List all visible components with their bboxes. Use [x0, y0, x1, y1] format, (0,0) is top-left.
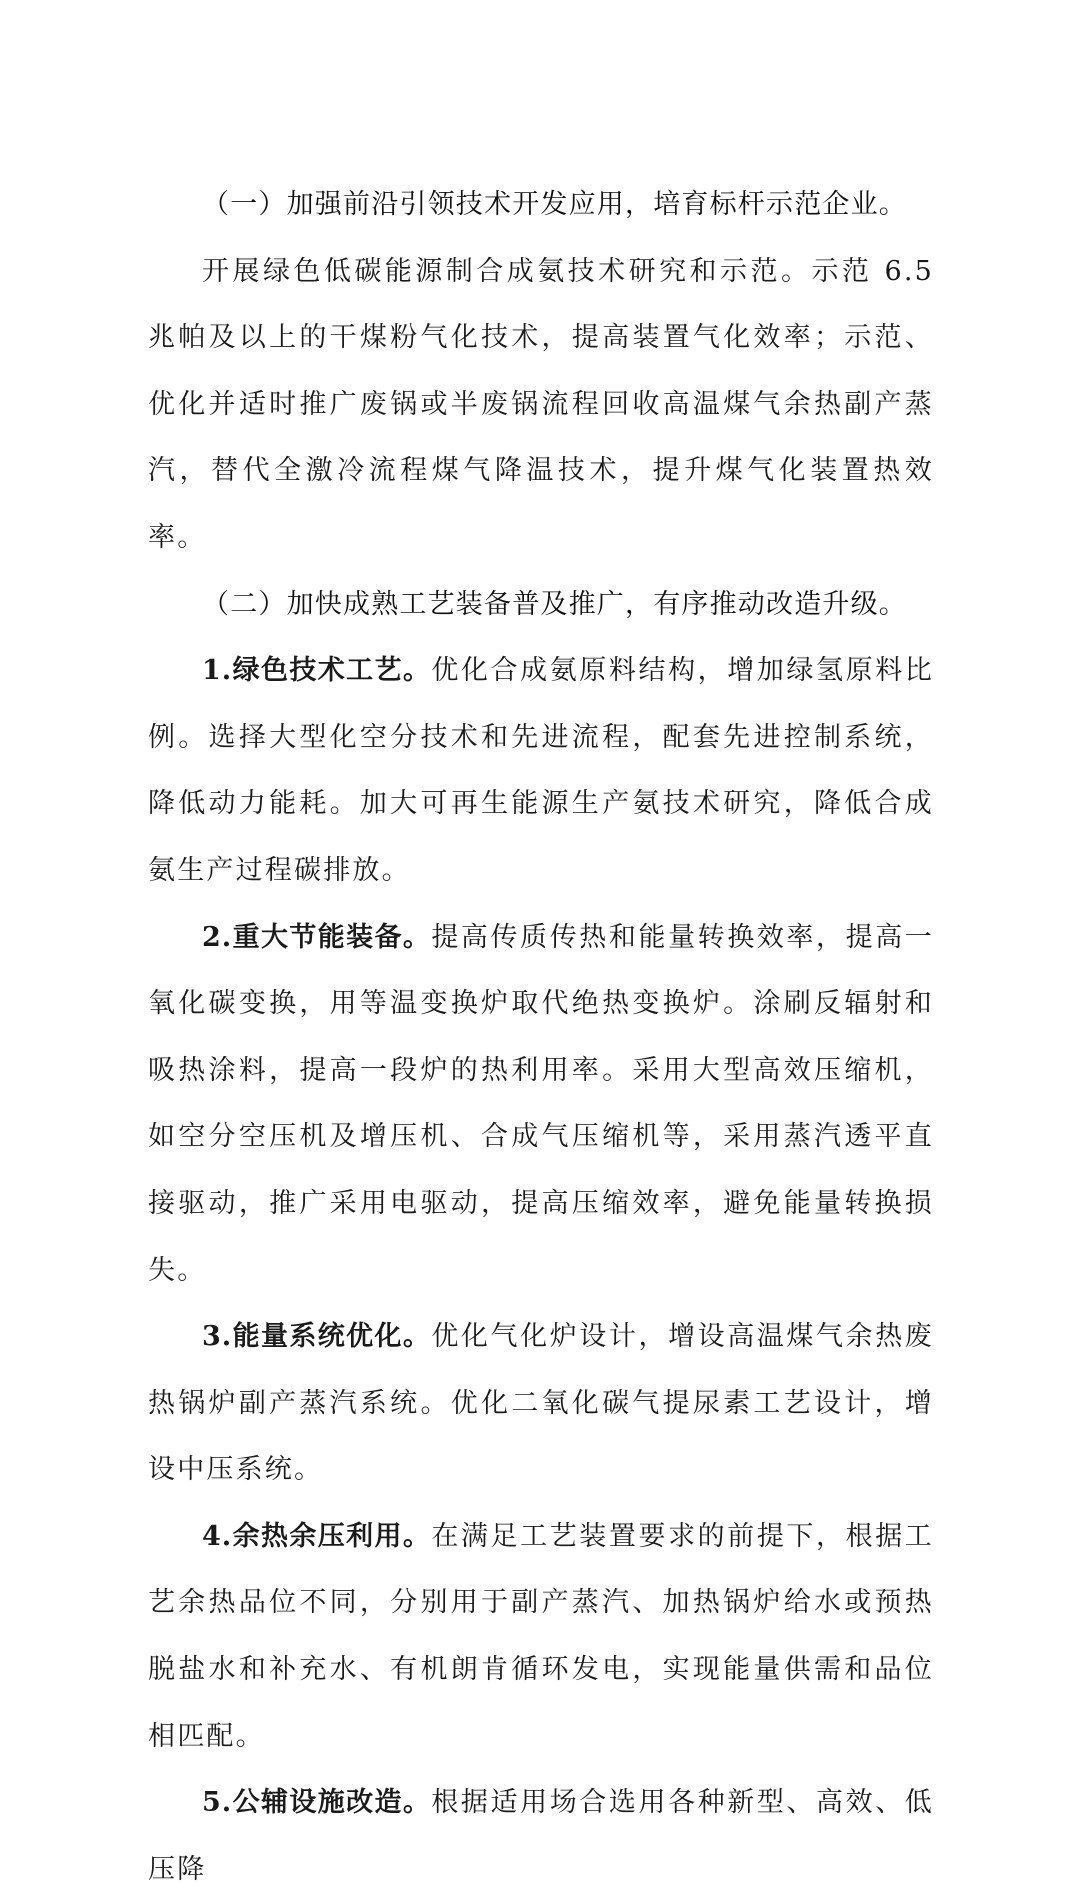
paragraph-item-3 [148, 1304, 934, 1504]
paragraph-lead: 1.绿色技术工艺。 [202, 655, 432, 687]
paragraph-lead: 3.能量系统优化。 [202, 1321, 432, 1353]
paragraph-text: 根据适用场合选用各种新型、高效、低压降 [148, 1787, 934, 1885]
paragraph-lead: 4.余热余压利用。 [202, 1520, 432, 1552]
paragraph-text: 优化气化炉设计，增设高温煤气余热废热锅炉副产蒸汽系统。优化二氧化碳气提尿素工艺设计，增设中压系统。 [148, 1321, 934, 1486]
paragraph-text: 开展绿色低碳能源制合成氨技术研究和示范。示范 6.5 兆帕及以上的干煤粉气化技术，提高装置气化效率；示范、优化并适时推广废锅或半废锅流程回收高温煤气余热副产蒸汽，替代全激冷流程煤气降温技术，提升煤气化装置热效率。 [148, 255, 934, 553]
paragraph-item-2 [148, 905, 934, 1305]
paragraph-lead: 5.公辅设施改造。 [202, 1787, 432, 1819]
paragraph-item-1 [148, 638, 934, 904]
paragraph-item-4 [148, 1504, 934, 1770]
paragraph-text: 优化合成氨原料结构，增加绿氢原料比例。选择大型化空分技术和先进流程，配套先进控制系统，降低动力能耗。加大可再生能源生产氨技术研究，降低合成氨生产过程碳排放。 [148, 655, 934, 886]
paragraph [148, 239, 934, 572]
document-page [148, 172, 934, 1903]
section-heading-1: （一）加强前沿引领技术开发应用，培育标杆示范企业。 [202, 189, 907, 220]
paragraph-lead: 2.重大节能装备。 [202, 921, 432, 953]
paragraph-text: 提高传质传热和能量转换效率，提高一氧化碳变换，用等温变换炉取代绝热变换炉。涂刷反辐射和吸热涂料，提高一段炉的热利用率。采用大型高效压缩机，如空分空压机及增压机、合成气压缩机等，采用蒸汽透平直接驱动，推广采用电驱动，提高压缩效率，避免能量转换损失。 [148, 921, 934, 1286]
section-heading-2: （二）加快成熟工艺装备普及推广，有序推动改造升级。 [202, 588, 907, 620]
paragraph-text: 在满足工艺装置要求的前提下，根据工艺余热品位不同，分别用于副产蒸汽、加热锅炉给水或预热脱盐水和补充水、有机朗肯循环发电，实现能量供需和品位相匹配。 [148, 1520, 934, 1752]
paragraph-item-5 [148, 1770, 934, 1903]
